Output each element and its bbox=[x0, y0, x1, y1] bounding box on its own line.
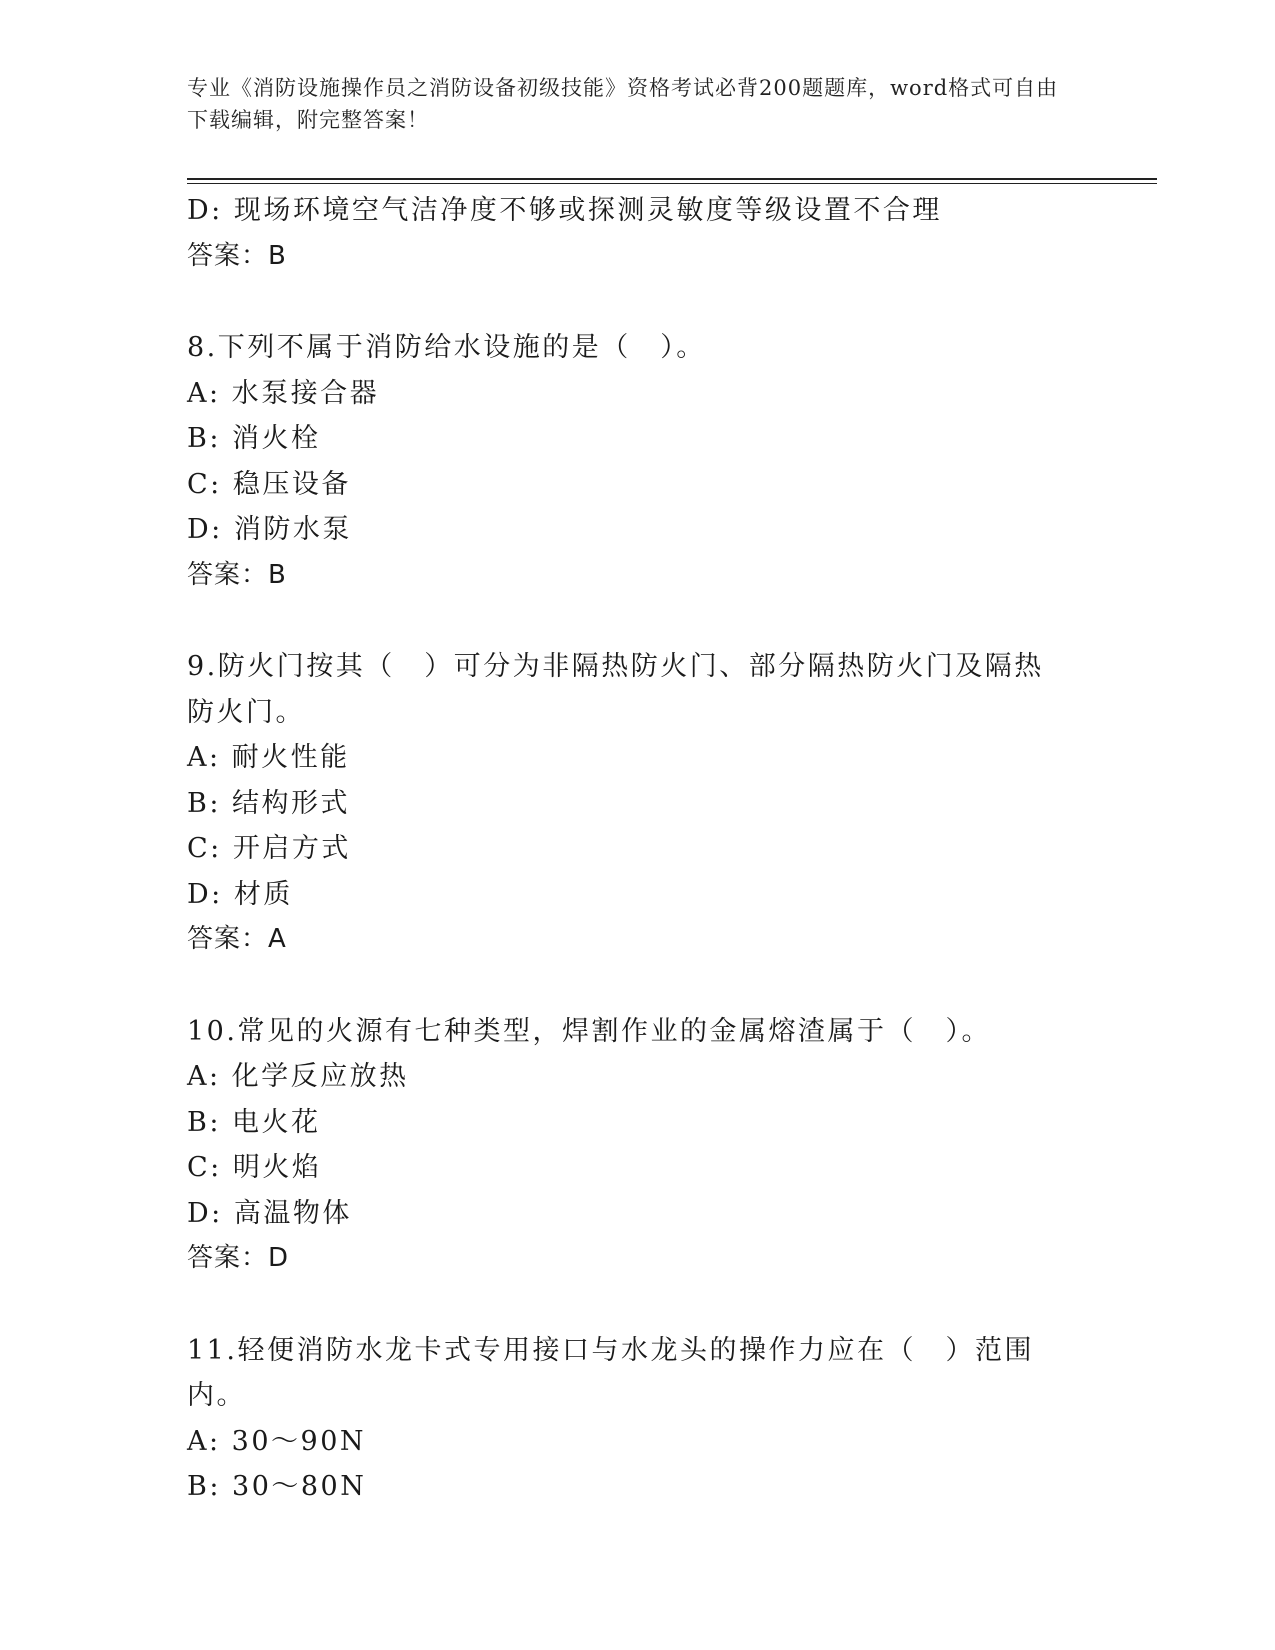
answer: 答案：A bbox=[187, 924, 287, 954]
option-d: D: 消防水泵 bbox=[187, 514, 352, 545]
option-a: A: 30～90N bbox=[187, 1425, 367, 1457]
spacer bbox=[187, 598, 1087, 644]
option-b: B: 消火栓 bbox=[187, 423, 321, 454]
spacer bbox=[187, 963, 1087, 1009]
answer: 答案：D bbox=[187, 1243, 290, 1273]
carryover-answer: 答案：B bbox=[187, 240, 287, 271]
option-a: A: 水泵接合器 bbox=[187, 377, 380, 409]
question-list bbox=[187, 188, 1087, 1510]
question-11 bbox=[187, 1328, 1087, 1510]
option-b: B: 电火花 bbox=[187, 1106, 321, 1138]
option-a: A: 耐火性能 bbox=[187, 742, 350, 773]
document-header: 专业《消防设施操作员之消防设备初级技能》资格考试必背200题题库，word格式可自由下载编辑，附完整答案！ bbox=[187, 76, 1059, 132]
question-9 bbox=[187, 644, 1087, 963]
question-stem: 8.下列不属于消防给水设施的是（ ）。 bbox=[187, 332, 706, 363]
question-stem: 11.轻便消防水龙卡式专用接口与水龙头的操作力应在（ ）范围内。 bbox=[187, 1334, 1034, 1411]
header-divider-thin bbox=[187, 183, 1157, 184]
spacer bbox=[187, 1282, 1087, 1328]
question-stem: 10.常见的火源有七种类型，焊割作业的金属熔渣属于（ ）。 bbox=[187, 1015, 991, 1047]
option-d: D: 高温物体 bbox=[187, 1197, 352, 1229]
option-c: C: 明火焰 bbox=[187, 1152, 322, 1183]
question-8 bbox=[187, 325, 1087, 598]
option-c: C: 稳压设备 bbox=[187, 468, 351, 500]
header-divider-thick bbox=[187, 178, 1157, 180]
option-d: D: 材质 bbox=[187, 878, 293, 910]
option-a: A: 化学反应放热 bbox=[187, 1061, 409, 1092]
option-b: B: 结构形式 bbox=[187, 787, 351, 819]
question-10 bbox=[187, 1009, 1087, 1282]
question-stem: 9.防火门按其（ ）可分为非隔热防火门、部分隔热防火门及隔热防火门。 bbox=[187, 651, 1044, 728]
spacer bbox=[187, 279, 1087, 325]
carryover-option-d: D: 现场环境空气洁净度不够或探测灵敏度等级设置不合理 bbox=[187, 195, 942, 226]
answer: 答案：B bbox=[187, 559, 287, 590]
option-c: C: 开启方式 bbox=[187, 833, 351, 864]
option-b: B: 30～80N bbox=[187, 1471, 367, 1502]
